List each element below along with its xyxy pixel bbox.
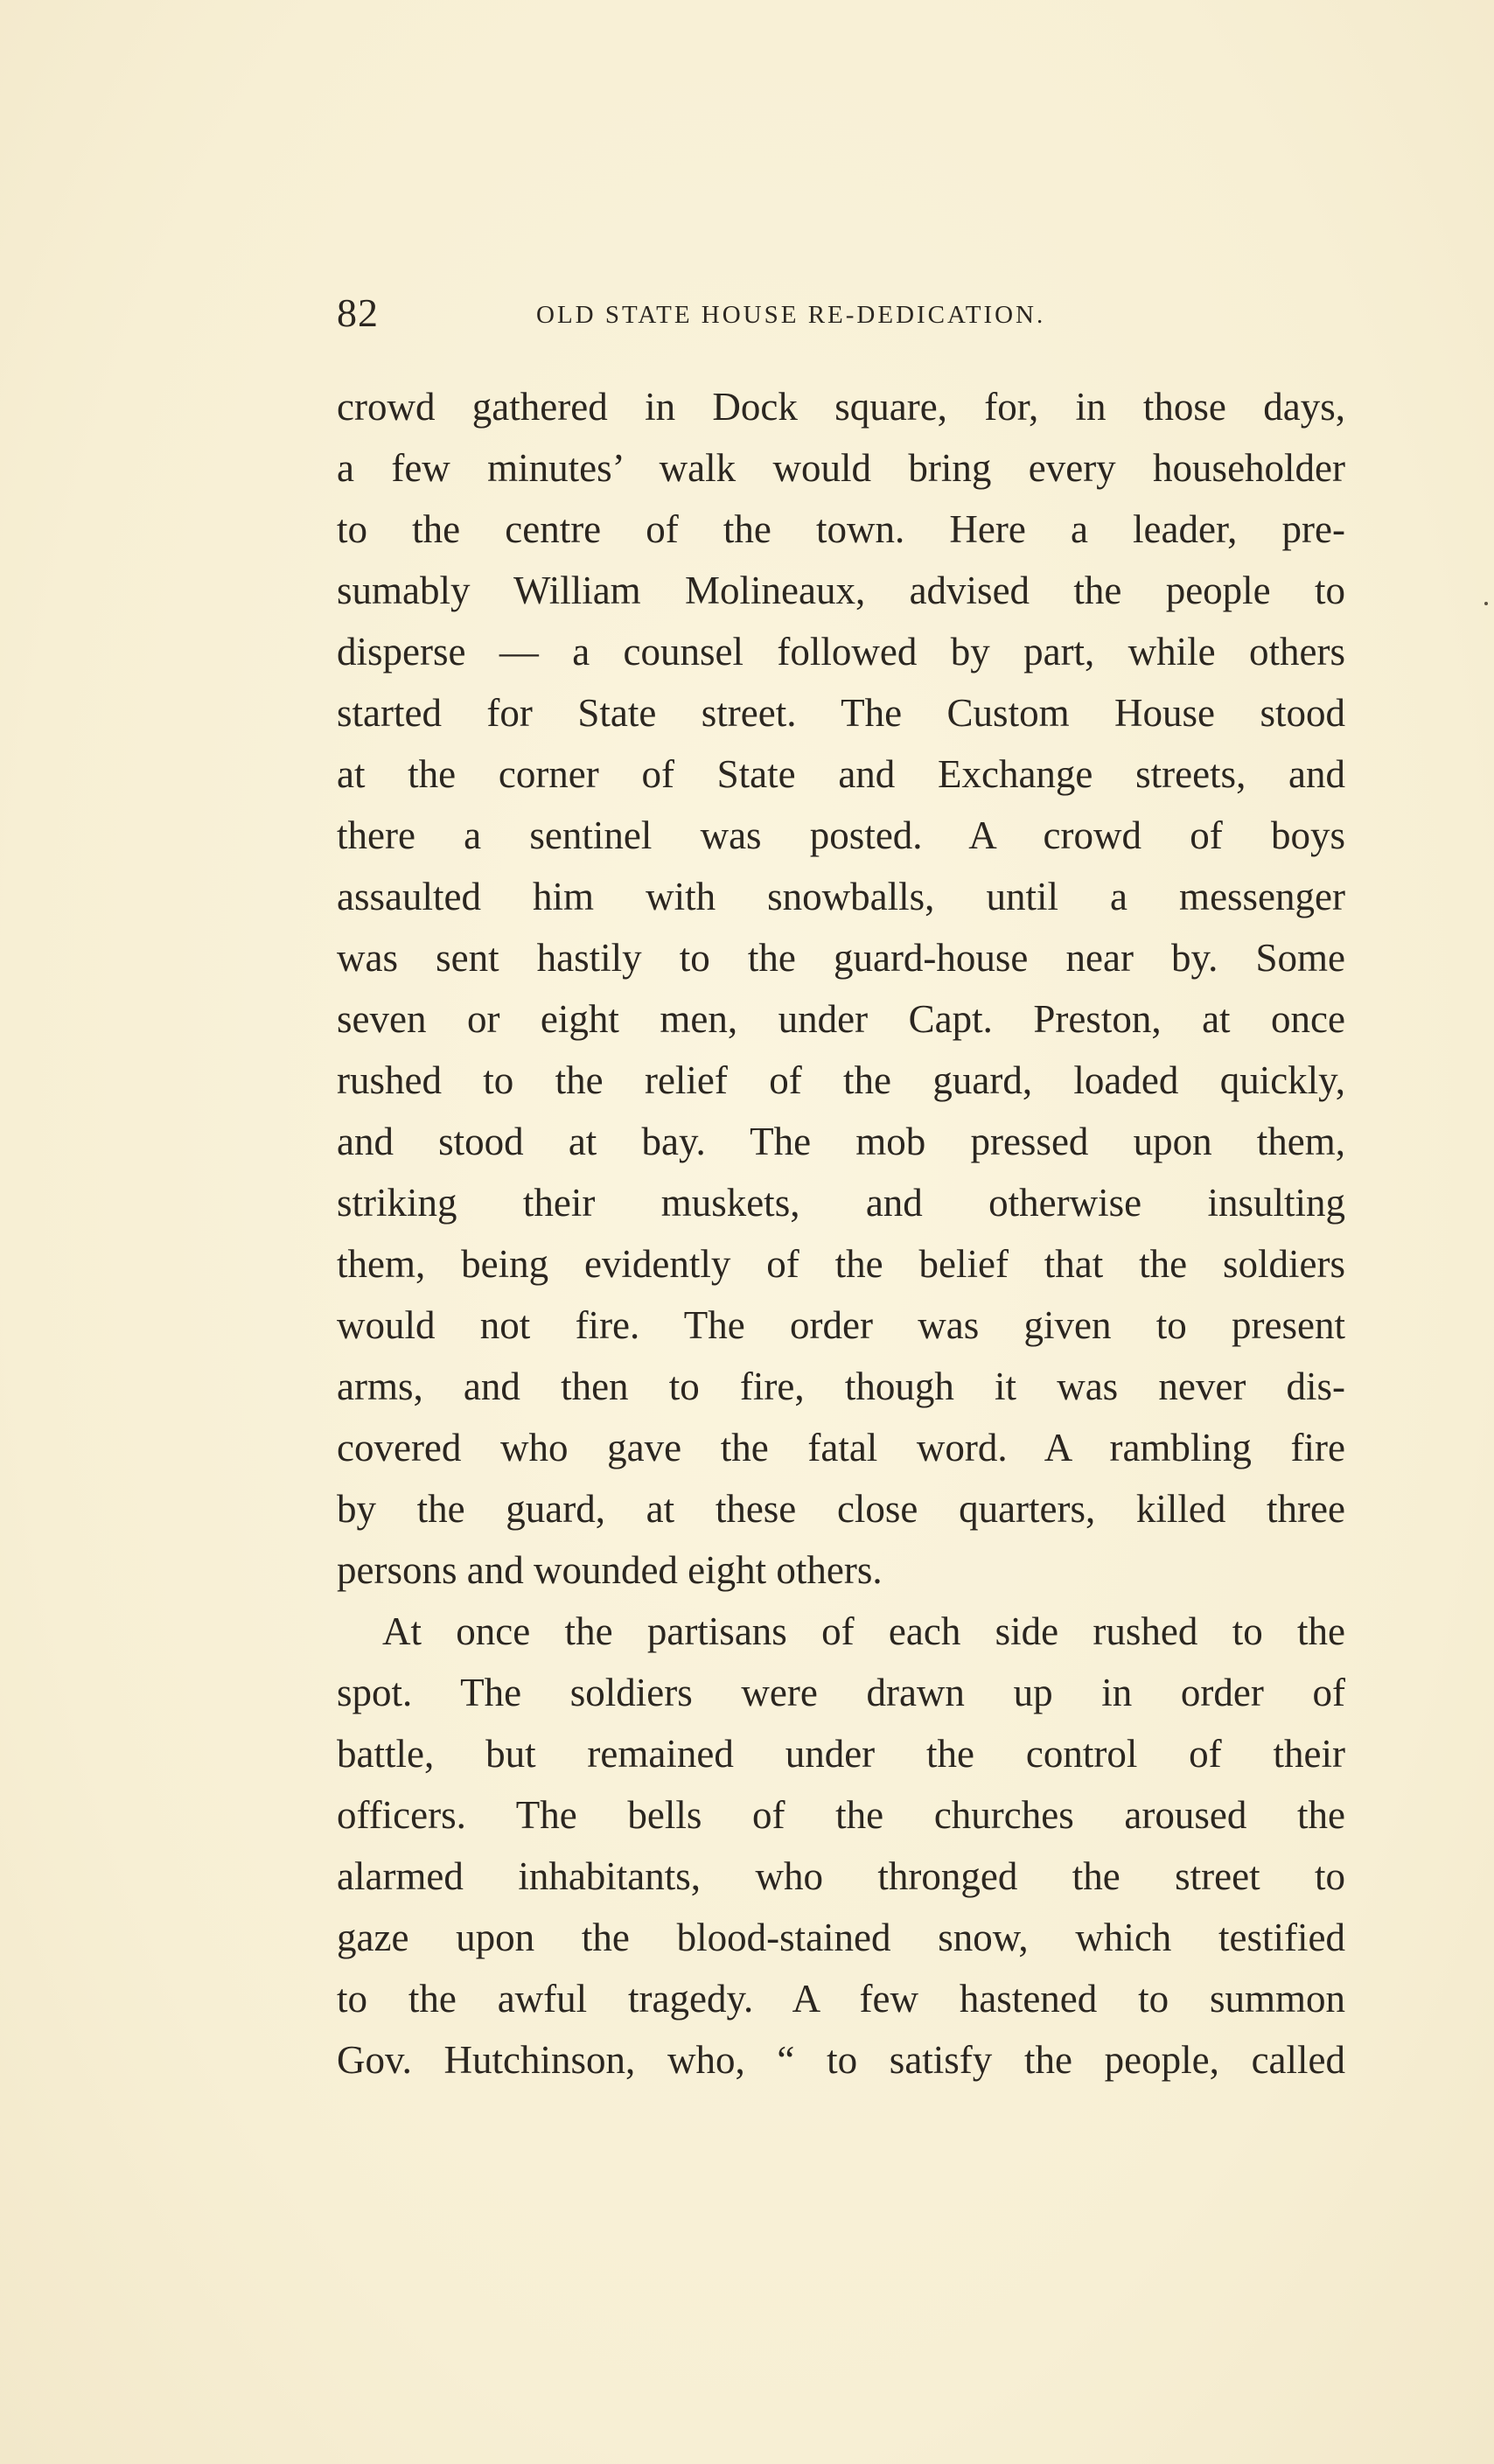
text-line: alarmed inhabitants, who thronged the street to (337, 1854, 1345, 1898)
text-line: seven or eight men, under Capt. Preston, at once (337, 997, 1345, 1041)
paragraph-end-line: persons and wounded eight others. (337, 1548, 883, 1592)
text-line: gaze upon the blood-stained snow, which testified (337, 1916, 1345, 1959)
text-line: started for State street. The Custom House stood (337, 691, 1345, 735)
text-line: by the guard, at these close quarters, killed three (337, 1487, 1345, 1531)
text-line: to the awful tragedy. A few hastened to summon (337, 1977, 1345, 2021)
text-line: assaulted him with snowballs, until a messenger (337, 875, 1345, 918)
text-line: officers. The bells of the churches aroused the (337, 1793, 1345, 1837)
page-number: 82 (337, 290, 379, 335)
body-text (337, 376, 1345, 2091)
text-line: battle, but remained under the control of their (337, 1732, 1345, 1776)
text-line: to the centre of the town. Here a leader, pre- (337, 507, 1345, 551)
text-line: crowd gathered in Dock square, for, in those days, (337, 385, 1345, 429)
running-head: OLD STATE HOUSE RE-DEDICATION. (536, 301, 1046, 329)
text-line: was sent hastily to the guard-house near by. Some (337, 936, 1345, 980)
text-line: arms, and then to fire, though it was never dis- (337, 1365, 1345, 1408)
text-line: spot. The soldiers were drawn up in order of (337, 1671, 1345, 1714)
text-line: Gov. Hutchinson, who, “ to satisfy the people, called (337, 2038, 1345, 2082)
text-line: striking their muskets, and otherwise insulting (337, 1181, 1345, 1225)
text-line: would not fire. The order was given to present (337, 1303, 1345, 1347)
page-header (337, 287, 1350, 339)
text-line: sumably William Molineaux, advised the people to (337, 569, 1345, 612)
text-line: a few minutes’ walk would bring every householder (337, 446, 1345, 490)
text-line: at the corner of State and Exchange streets, and (337, 752, 1345, 796)
text-line: disperse — a counsel followed by part, while others (337, 630, 1345, 674)
paper-speck (1484, 602, 1488, 605)
text-line: rushed to the relief of the guard, loaded quickly, (337, 1058, 1345, 1102)
paragraph-start-line: At once the partisans of each side rushed to the (382, 1609, 1345, 1653)
text-line: covered who gave the fatal word. A rambling fire (337, 1426, 1345, 1469)
text-line: there a sentinel was posted. A crowd of boys (337, 813, 1345, 857)
text-line: and stood at bay. The mob pressed upon them, (337, 1120, 1345, 1163)
text-line: them, being evidently of the belief that the soldiers (337, 1242, 1345, 1286)
